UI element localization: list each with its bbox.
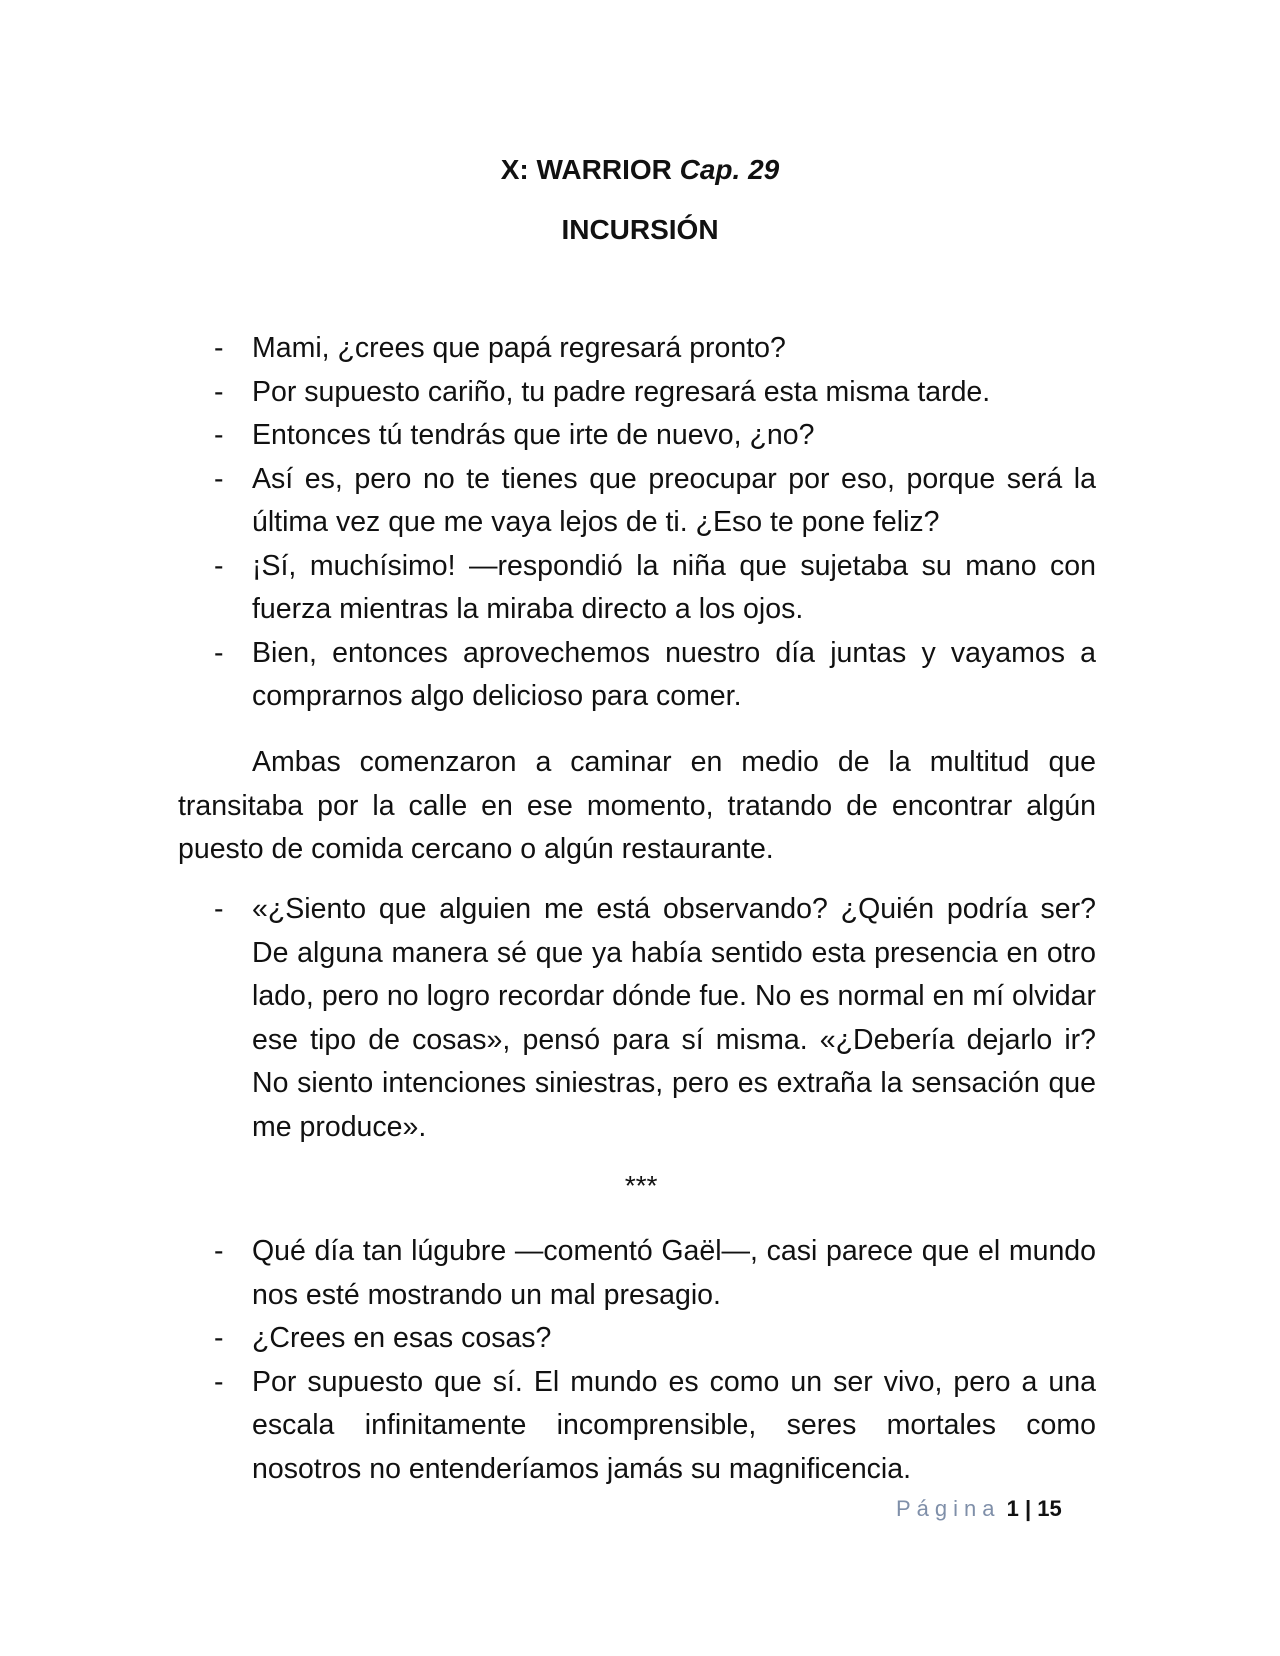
dash-marker: - xyxy=(214,375,224,408)
dialogue-line: - Entonces tú tendrás que irte de nuevo, ¿no? xyxy=(178,414,1096,458)
dialogue-line: - ¿Crees en esas cosas? xyxy=(178,1317,1096,1361)
dialogue-line: - Bien, entonces aprovechemos nuestro día juntas y vayamos a comprarnos algo delicioso para comer. xyxy=(178,632,1096,719)
dash-marker: - xyxy=(214,1235,224,1267)
chapter-title xyxy=(0,150,1280,190)
dialogue-line: - Mami, ¿crees que papá regresará pronto? xyxy=(178,327,1096,371)
dash-marker: - xyxy=(214,1322,224,1354)
dash-marker: - xyxy=(214,462,224,495)
page-separator: | xyxy=(1025,1496,1032,1521)
title-chapter-number: Cap. 29 xyxy=(679,154,780,185)
scene-separator: *** xyxy=(623,1170,657,1201)
dash-marker: - xyxy=(214,893,224,925)
title-main: X: WARRIOR xyxy=(500,154,672,185)
dialogue-block-2 xyxy=(178,888,1096,1149)
dash-marker: - xyxy=(214,549,224,582)
dialogue-line: - «¿Siento que alguien me está observando? ¿Quién podría ser? De alguna manera sé que ya había sentido esta presencia en otro lado, pero no logro recordar dónde fue. No es normal en mí olvidar ese tipo de cosas», pensó para sí misma. «¿Debería dejarlo ir? No siento intenciones siniestras, pero es extraña la sensación que me produce». xyxy=(178,888,1096,1149)
dialogue-line: - Qué día tan lúgubre —comentó Gaël—, casi parece que el mundo nos esté mostrando un mal presagio. xyxy=(178,1230,1096,1317)
dialogue-block-1 xyxy=(178,327,1096,719)
dialogue-line: - ¡Sí, muchísimo! —respondió la niña que sujetaba su mano con fuerza mientras la miraba directo a los ojos. xyxy=(178,545,1096,632)
dialogue-line: - Así es, pero no te tienes que preocupar por eso, porque será la última vez que me vaya lejos de ti. ¿Eso te pone feliz? xyxy=(178,458,1096,545)
dialogue-line: - Por supuesto que sí. El mundo es como un ser vivo, pero a una escala infinitamente incomprensible, seres mortales como nosotros no entenderíamos jamás su magnificencia. xyxy=(178,1361,1096,1492)
page-current: 1 xyxy=(1006,1496,1019,1521)
dialogue-block-3 xyxy=(178,1230,1096,1491)
page-footer xyxy=(896,1494,1156,1524)
page-total: 15 xyxy=(1037,1496,1062,1521)
dialogue-line: - Por supuesto cariño, tu padre regresará esta misma tarde. xyxy=(178,371,1096,415)
chapter-subtitle: INCURSIÓN xyxy=(561,214,719,245)
dash-marker: - xyxy=(214,636,224,669)
dash-marker: - xyxy=(214,332,224,364)
page-label: Página xyxy=(896,1496,1001,1521)
narrative-block xyxy=(178,741,1096,872)
dash-marker: - xyxy=(214,1365,224,1398)
narrative-paragraph: Ambas comenzaron a caminar en medio de la multitud que transitaba por la calle en ese momento, tratando de encontrar algún puesto de comida cercano o algún restaurante. xyxy=(178,746,1096,865)
dash-marker: - xyxy=(214,419,224,451)
